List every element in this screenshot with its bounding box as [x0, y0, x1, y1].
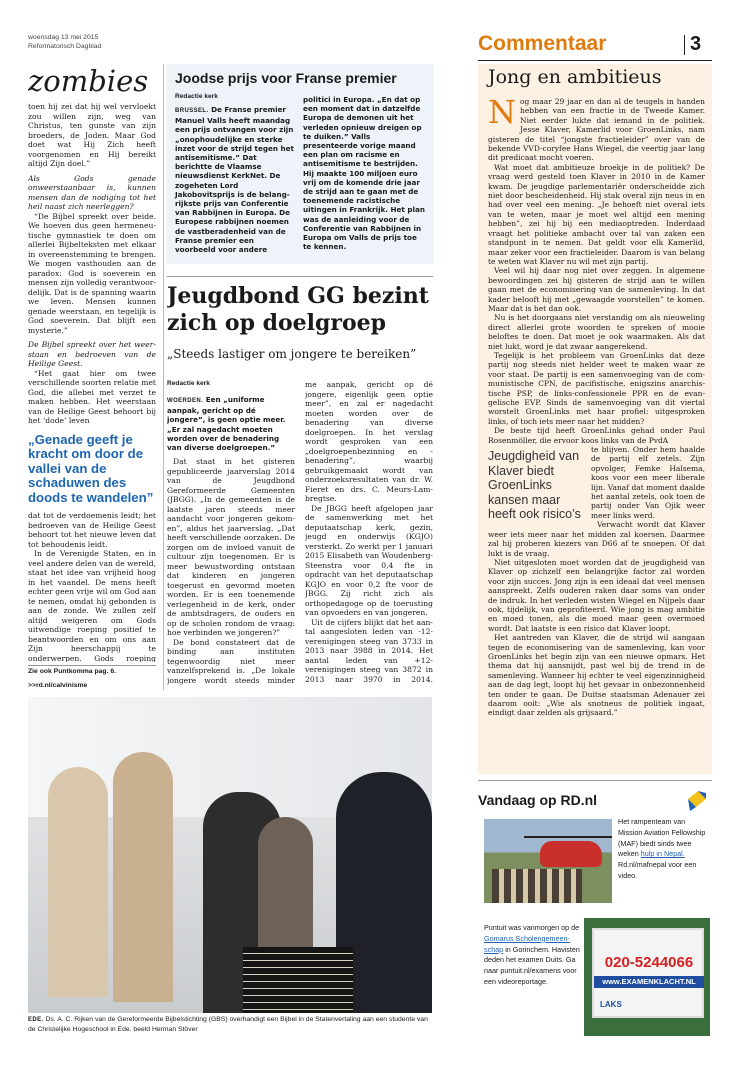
left-column-heading: zombies — [28, 64, 149, 98]
jeugd-para: De bond constateert dat de binding aan instituten tegenwoordig niet meer vanzelfsprekend is. „De lokale jongere wordt steeds minder — [167, 637, 295, 685]
jeugd-para: De JBGG heeft afgelopen jaar de samenwerking met het deputaatschap kerk, gezin, jeugd en onderwijs (KGJO) versterkt. Zo werkt per 1 januari 2015 Elisabeth van Woudenberg-Steenstra voor 0,4 fte in opdracht van het deputaatschap KGJO en voor 0,2 fte voor de JBGG. Zij richt zich als orthopedagoge op de toerusting van opvoeders en van jongeren. — [305, 503, 433, 617]
photo-books — [243, 947, 353, 1013]
comment-pull-quote: Jeugdigheid van Klaver biedt GroenLinks kansen maar heeft ook risico’s — [488, 449, 581, 522]
comment-para: Wat moet dat ambitieuze broekje in de politiek? De vraag werd gesteld toen Klaver in 2010 in de Kamer kwam. De jeugdige parlementariër onderscheidde zich niet door bescheidenheid. Hij stak overal zijn neus in en had over veel een mening. „Je behoeft niet overal iets van te weten, maar je moet wel altijd een mening hebben”, zei hij bij een mediaoptreden. Inderdaad vraagt het politieke ambacht over tal van zaken een standpunt in te nemen. Dat geldt voor elk Kamerlid, maar zeker voor een fractieleider. Daarom is van belang te weten wat Klaver nu wil met zijn partij. — [488, 162, 705, 266]
page-number: 3 — [690, 33, 702, 55]
rd-item1-link[interactable]: hulp in Nepal. — [640, 849, 685, 859]
rotor-shape — [524, 836, 612, 838]
jeugd-subtitle: „Steeds lastiger om jongere te bereiken” — [167, 347, 417, 361]
comment-para: te blijven. Onder hem haalde de partij elf zetels. Zijn opvolger, Femke Halsema, koos voor een meer liberale lijn. Vanaf dat moment daalde het aantal zetels, ook toen de partij onder Van Ojik weer meer links werd. — [591, 445, 705, 520]
drop-cap: N — [488, 93, 516, 131]
left-question: Als Gods genade onweerstaanbaar is, kunnen mensen dan de nodiging tot het heil naast zich neerleggen? — [28, 173, 156, 211]
comment-para: Veel wil hij daar nog niet over zeggen. In algemene bewoordingen zei hij gisteren de strijd aan te willen gaan met de economisering van de samenleving. In dat kader belooft hij met „gewaagde voorstellen” te komen. Maar dat is het dan ook. — [488, 266, 705, 313]
left-para: “Het gaat hier om twee verschillende soorten relatie met God, die allebei met verzet te maken hebben. Het weerstaan van de Heilige Geest behoort bij het ‘dode’ leven — [28, 368, 156, 425]
header-date: woensdag 13 mei 2015 — [28, 34, 99, 41]
rd-item2-text: Puntuit was vanmorgen op de Gomarus Scholengemeenschap in Gorinchem. Havisten deden het examen Duits. Ga naar puntuit.nl/examens voor een videoreportage. — [484, 923, 580, 986]
left-column-text — [28, 102, 156, 662]
ad-phone: 020-5244066 — [604, 954, 694, 971]
joods-title: Joodse prijs voor Franse premier — [175, 70, 397, 86]
section-title: Commentaar — [478, 32, 607, 55]
jeugd-col2 — [305, 380, 433, 685]
header-paper: Reformatorisch Dagblad — [28, 43, 102, 50]
left-foot-link[interactable]: >>rd.nl/calvinisme — [28, 682, 88, 689]
rd-logo-icon — [686, 789, 708, 813]
comment-para: Het aantreden van Klaver, die de strijd wil aangaan tegen de economisering van de samenleving, kan voor GroenLinks het begin zijn van een nieuwe opmars. Het thema dat hij aansnijdt, past wel bij de trend in de samenleving. Wanneer hij echter te veel eigenzinnigheid aan de dag legt, loopt hij het gevaar in onbezonnenheid ten onder te gaan. De Duitse staatsman Adenauer zei daarom ooit: „Wie als snotneus de politiek ingaat, eindigt daar zelden als grijsaard.” — [488, 633, 705, 718]
joods-col1 — [175, 105, 295, 254]
jeugd-para: Dat staat in het gisteren gepubliceerde jaarverslag 2014 van de Jeugdbond Gereformeerde Gemeenten (JBGG). „In de gemeenten is de laatste jaren steeds meer aandacht voor jongeren gekomen”, aldus het jaarverslag. „Dat heeft verschillende oorzaken. De zorgen om de invloed vanuit de cultuur zijn toegenomen. Er is meer bewustwording ontstaan dat kinderen en jongeren toegerust en gevormd moeten worden. Er is een toenemende verlegenheid in de kerk, onder de ambtsdragers, de ouders en op de scholen rondom de vraag: hoe verbinden we jongeren?” — [167, 457, 295, 638]
jeugd-para: Uit de cijfers blijkt dat het aantal aangesloten leden van -12-verenigingen steeg van 3733 in 2013 naar 3988 in 2014. Het aantal leden van +12-verenigingen steeg van 3872 in 2013 naar 3970 in 2014. — [305, 617, 433, 684]
jeugd-lead: WOERDEN. Een „uniforme aanpak, gericht op dé jongere”, is geen optie meer. „Er zal nagedacht moeten worden over de benadering van diverse doelgroepen.” — [167, 395, 286, 453]
header-rule — [478, 60, 712, 61]
photo-person — [48, 767, 108, 997]
joods-lead: De Franse premier Manuel Valls heeft maandag een prijs ontvangen voor zijn „onophoudelijke en sterke inzet voor de strijd tegen het antisemitisme.” Dat berichtte de Vlaamse nieuwsdienst KerkNet. De zogeheten Lord Jakobovitsprijs is de belangrijkste prijs van Conferentie van Rabbijnen in Europa. De Europese rabbijnen noemen de vastberadenheid van de Franse premier een voorbeeld voor andere — [175, 105, 294, 255]
left-foot-rule — [28, 665, 156, 666]
left-para: dat tot de verdoemenis leidt; het bedroeven van de Heilige Geest behoort tot het nieuwe leven dat tot behoudenis leidt. — [28, 511, 156, 549]
helicopter-shape — [540, 841, 602, 867]
joods-box — [167, 64, 433, 264]
crowd-shape — [492, 869, 582, 903]
photo-caption: EDE. Ds. A. C. Rijken van de Gereformeerde Bijbelstichting (GBS) overhandigt een Bijbel in de Statenvertaling aan een studente van de Christelijke Hogeschool in Ede. beeld Herman Stöver — [28, 1016, 428, 1033]
news-photo — [28, 697, 432, 1013]
photo-person — [113, 752, 173, 1002]
comment-para: Nu is het doorgaans niet verstandig om als nieuweling direct allerlei grote woorden te spreken of mooie beloftes te doen. Dat moet je ook waarmaken. Als dat niet lukt, word je dat zwaar aangerekend. — [488, 313, 705, 351]
jeugd-redactie: Redactie kerk — [167, 380, 210, 387]
left-para: “De Bijbel spreekt over beide. We hoeven dus geen hermeneutische gymnastiek te doen om allerlei Bijbelteksten met elkaar in overeenstemming te brengen. We mogen vasthouden aan de paradox: God is soeverein en mensen zijn volledig verantwoordelijk. Dat is de spanning waarin we leven. Mensen kunnen genade weerstaan, en tegelijk is God soeverein. Dat blijft een mysterie.” — [28, 211, 156, 335]
comment-para: De beste tijd heeft GroenLinks gehad onder Paul Rosenmöller, die ervoor koos links van de PvdA — [488, 426, 705, 445]
left-question: De Bijbel spreekt over het weerstaan en bedroeven van de Heilige Geest. — [28, 340, 156, 368]
left-foot-note: Zie ook Puntkomma pag. 6. — [28, 668, 116, 675]
pull-quote: „Genade geeft je kracht om door de vallei van de schaduwen des doods te wandelen” — [28, 431, 154, 505]
rd-title: Vandaag op RD.nl — [478, 792, 598, 808]
page-number-divider — [684, 35, 685, 55]
rd-item2-link[interactable]: Gomarus Scholengemeenschap — [484, 933, 570, 954]
rd-box — [478, 785, 711, 1043]
rd-top-rule — [478, 780, 712, 781]
comment-para: Niet uitgesloten moet worden dat de jeugdigheid van Klaver op zichzelf een belangrijke factor zal worden voor zijn succes. Jong zijn is een ideaal dat veel mensen aanspreekt. Zelfs ouderen raken daar soms van onder de indruk. In het verleden wisten Wiegel en Nijpels daar ook, tijdelijk, van geprofiteerd. Wie jong is mag ambitie en moed tonen, als die moed maar geen overmoed wordt. Dat laatste is een risico dat Klaver loopt. — [488, 557, 705, 633]
comment-para: Nog maar 29 jaar en dan al de teugels in handen hebben van een fractie in de Tweede Kamer. Niet eerder lukte dat iemand in de politiek. Jesse Klaver, Kamerlid voor GroenLinks, nam gisteren de titel “jongste fractieleider” over van de bekende VVD-coryfee Hans Wiegel, die veertig jaar lang dit predicaat mocht voeren. — [488, 93, 705, 163]
comment-text — [488, 93, 705, 769]
joods-redactie: Redactie kerk — [175, 93, 218, 100]
jeugd-title: Jeugdbond GG bezint zich op doelgroep — [167, 283, 429, 336]
ad-url: www.EXAMENKLACHT.NL — [594, 976, 704, 988]
comment-para: Verwacht wordt dat Klaver weer iets meer naar het midden zal koersen. Daarmee zal hij proberen kiezers van D66 af te snoepen. Of dat lukt is de vraag. — [488, 520, 705, 558]
jeugd-para: me aanpak, gericht op dé jongere, eigenlijk geen optie meer”, en zal er nagedacht moeten worden over de benadering van diverse doelgroepen. In het verslag wordt gesproken van een „doelgroepenbezinning en -benadering”, waarbij gebruikgemaakt wordt van onderzoeksresultaten van dr. W. Fieret en drs. C. Meurs-Lambregtse. — [305, 380, 433, 503]
joods-col2: politici in Europa. „En dat op een moment dat in datzelfde Europa de demonen uit het verleden opnieuw dreigen op te duiken.” Valls presenteerde vorige maand een plan om racisme en antisemitisme te bestrijden. Hij maakte 100 miljoen euro vrij om de komende drie jaar de strijd aan te gaan met de toenemende racistische uitingen in Frankrijk. Het plan was de aanleiding voor de Conferentie van Rabbijnen in Europa om Valls de prijs toe te kennen. — [303, 95, 425, 252]
jeugd-top-rule — [167, 276, 433, 277]
rd-item1-image — [484, 819, 612, 903]
comment-para: Tegelijk is het probleem van GroenLinks dat deze partij nog steeds niet helder weet te maken waar ze voor staat. De partij is een samenvoeging van de communistische CPN, de pacifistische, enigszins anarchistische PSP, de links-confessionele PPR en de evangelische EVP. Sinds de samenvoeging van dit viertal worstelt GroenLinks met haar profiel: uitgesproken links, of toch iets meer naar het midden? — [488, 350, 705, 426]
rd-item2-image — [584, 918, 710, 1036]
left-para: In de Verenigde Staten, en in veel andere delen van de wereld, staat het idee van vrijheid hoog in het vaandel. De mens heeft echter geen vrije wil om God aan te nemen, omdat hij gebonden is aan de zonde. We zullen zelf altijd weigeren om Gods uitwendige roeping positief te beantwoorden en om ons aan Zijn heerschappij te onderwerpen. Gods roeping — [28, 549, 156, 662]
left-para: toen hij zei dat hij wel vervloekt zou willen zijn, weg van Christus, ten gunste van zijn broeders, de Joden. Maar God doet wat Hij Zich heeft voorgenomen en Hij bereikt altijd Zijn doel.” — [28, 102, 156, 168]
comment-title: Jong en ambitieus — [488, 66, 662, 88]
ad-brand: LAKS — [600, 1000, 622, 1009]
jeugd-col1 — [167, 395, 295, 685]
column-divider — [163, 64, 164, 690]
comment-box — [478, 64, 712, 774]
joods-dateline: BRUSSEL. — [175, 108, 209, 114]
rd-item1-text: Het rampenteam van Mission Aviation Fellowship (MAF) biedt sinds twee weken hulp in Nepal. Rd.nl/mafnepal voor een video. — [618, 817, 706, 880]
